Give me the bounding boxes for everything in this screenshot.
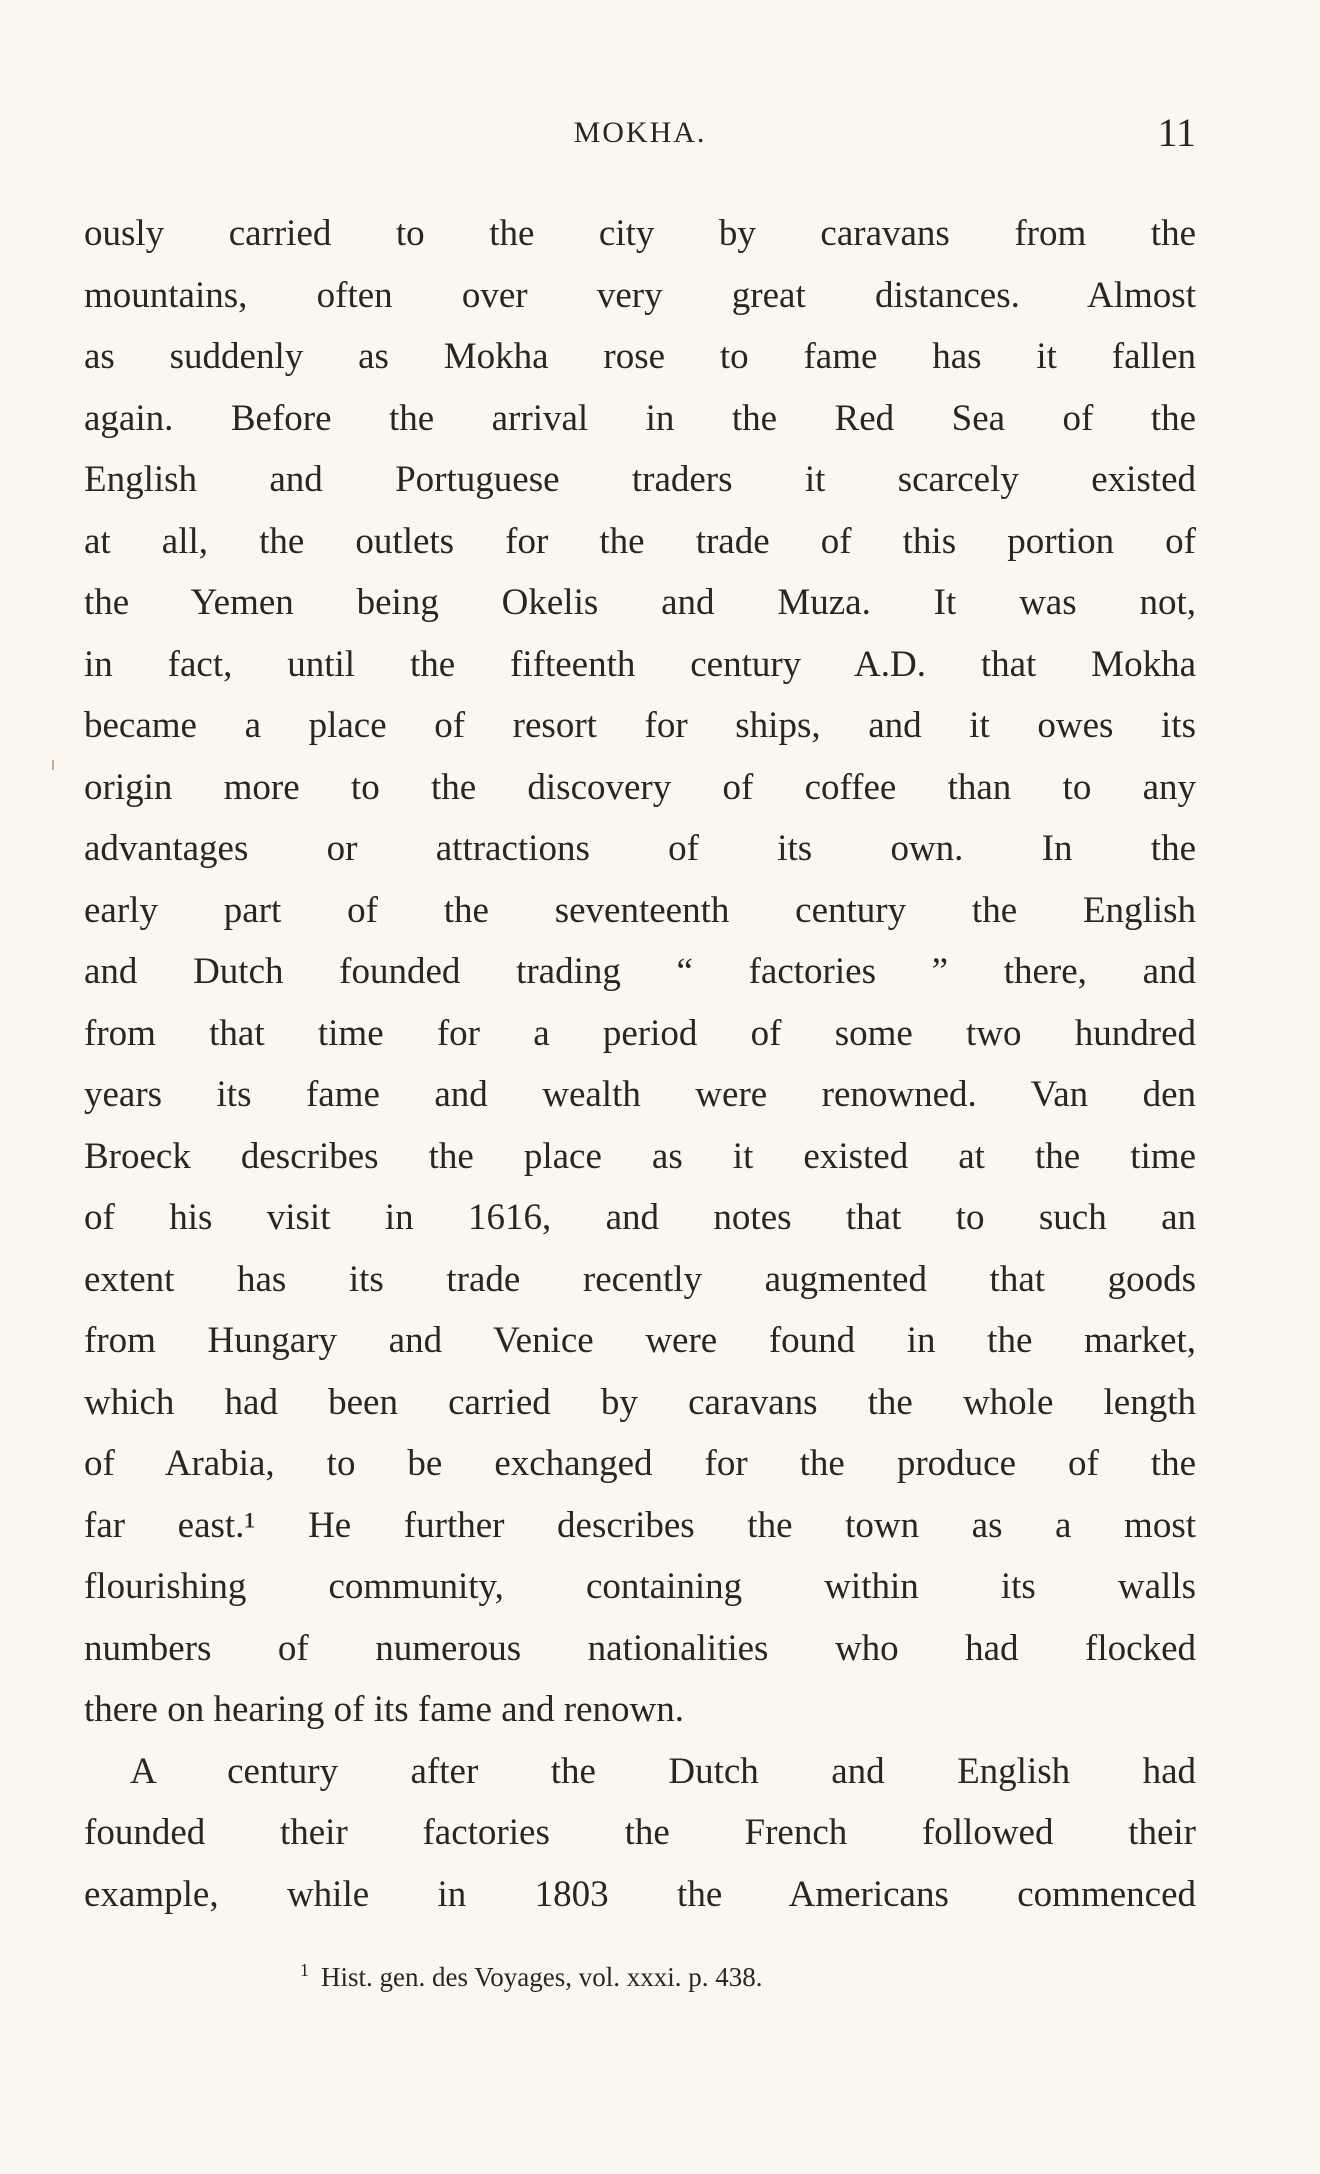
text-line: there on hearing of its fame and renown.: [84, 1689, 685, 1730]
footnote: [300, 1950, 763, 1997]
text-line: the Yemen being Okelis and Muza. It was not,: [84, 582, 1196, 623]
body-text: [84, 203, 1196, 1925]
text-line: numbers of numerous nationalities who had flocked: [84, 1627, 1196, 1669]
text-line: flourishing community, containing within its walls: [84, 1566, 1196, 1607]
text-line: extent has its trade recently augmented that goods: [84, 1258, 1196, 1300]
text-line: Broeck describes the place as it existed at the time: [84, 1135, 1196, 1177]
text-line: in fact, until the fifteenth century A.D. that Mokha: [84, 643, 1196, 685]
text-line: example, while in 1803 the Americans commenced: [84, 1873, 1196, 1915]
text-line: of his visit in 1616, and notes that to such an: [84, 1197, 1196, 1238]
text-line: from that time for a period of some two hundred: [84, 1012, 1196, 1054]
text-line: at all, the outlets for the trade of this portion of: [84, 520, 1196, 562]
paragraph-start-line: A century after the Dutch and English had: [130, 1750, 1196, 1792]
text-line: as suddenly as Mokha rose to fame has it fallen: [84, 336, 1196, 377]
text-line: from Hungary and Venice were found in the market,: [84, 1320, 1196, 1361]
text-line: early part of the seventeenth century the English: [84, 889, 1196, 931]
text-line: English and Portuguese traders it scarcely existed: [84, 459, 1196, 500]
running-title: MOKHA.: [573, 116, 707, 149]
text-line: which had been carried by caravans the whole length: [84, 1381, 1196, 1423]
text-line: years its fame and wealth were renowned. Van den: [84, 1074, 1196, 1115]
running-head: [84, 108, 1196, 158]
paper-speck: [52, 760, 54, 770]
text-line: again. Before the arrival in the Red Sea of the: [84, 397, 1196, 439]
text-line: ously carried to the city by caravans from the: [84, 213, 1196, 254]
text-line: and Dutch founded trading “ factories ” there, and: [84, 951, 1196, 992]
text-line: far east.¹ He further describes the town as a most: [84, 1504, 1196, 1546]
text-line: founded their factories the French followed their: [84, 1812, 1196, 1853]
text-line: advantages or attractions of its own. In the: [84, 828, 1196, 869]
text-line: origin more to the discovery of coffee than to any: [84, 766, 1196, 808]
text-line: mountains, often over very great distances. Almost: [84, 274, 1196, 316]
footnote-marker: 1: [300, 1960, 309, 1980]
page-number: 11: [1157, 110, 1196, 155]
text-line: of Arabia, to be exchanged for the produce of the: [84, 1443, 1196, 1484]
footnote-text: Hist. gen. des Voyages, vol. xxxi. p. 438.: [321, 1962, 763, 1992]
text-line: became a place of resort for ships, and it owes its: [84, 705, 1196, 746]
